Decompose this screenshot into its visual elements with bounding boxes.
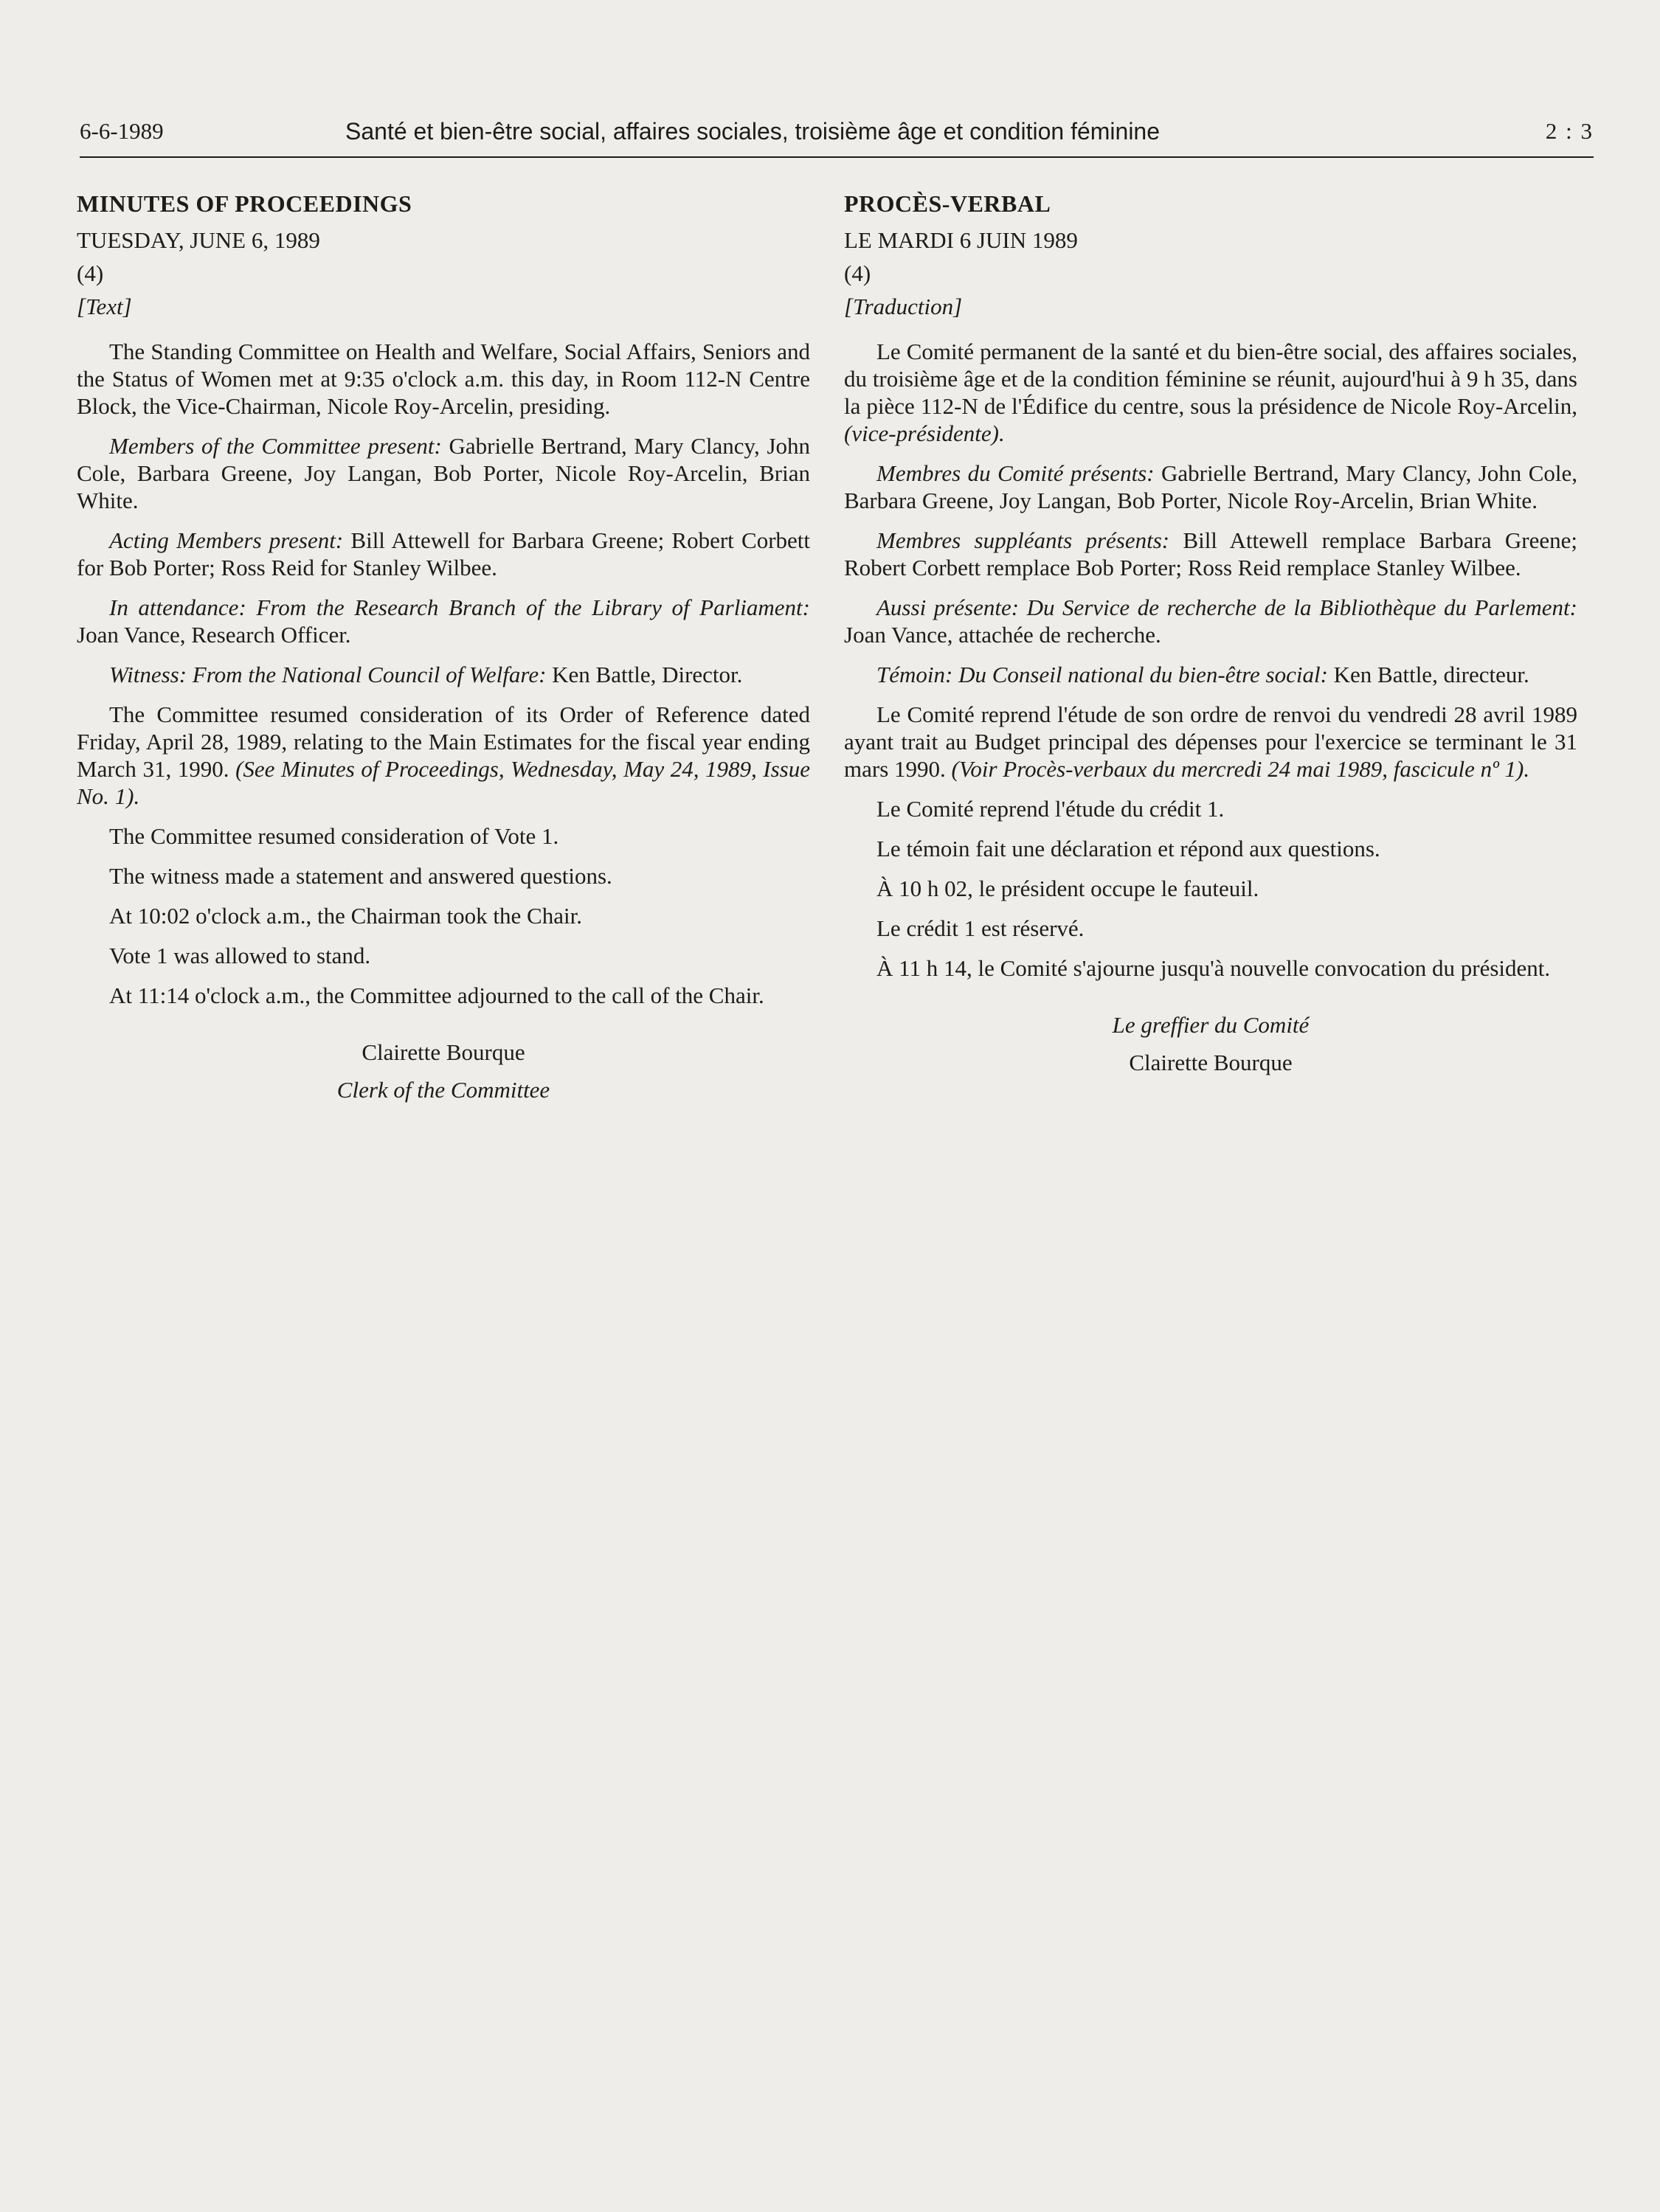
opening-text-fr: Le Comité permanent de la santé et du bien-être social, des affaires sociales, du troisième âge et de la condition féminine se réunit, aujourd'hui à 9 h 35, dans la pièce 112-N de l'Édifice du centre, sous la présidence de Nicole Roy-Arcelin, — [844, 339, 1577, 419]
english-column — [77, 190, 810, 1114]
vote-stand: Vote 1 was allowed to stand. — [109, 943, 371, 968]
acting-members — [77, 527, 810, 581]
attendance-value-fr: Joan Vance, attachée de recherche. — [844, 622, 1161, 648]
witness-statement: The witness made a statement and answered questions. — [109, 863, 612, 889]
members-label: Members of the Committee present: — [109, 433, 442, 459]
clerk-title: Clerk of the Committee — [336, 1077, 550, 1103]
adjournment: At 11:14 o'clock a.m., the Committee adjourned to the call of the Chair. — [109, 982, 764, 1008]
proces-verbal-heading: PROCÈS-VERBAL — [844, 190, 1051, 217]
french-column — [844, 190, 1577, 1086]
translation-marker: [Traduction] — [844, 294, 963, 319]
chair-taken-fr: À 10 h 02, le président occupe le fauteuil. — [876, 876, 1259, 901]
acting-list: Bill Attewell for Barbara Greene; Robert Corbett for Bob Porter; Ross Reid for Stanley Wilbee. — [77, 527, 811, 580]
opening-role-fr: (vice-présidente). — [844, 420, 1005, 446]
meeting-number: (4) — [77, 260, 104, 286]
attendance-value: Joan Vance, Research Officer. — [77, 622, 351, 648]
meeting-number-fr: (4) — [844, 260, 871, 286]
opening-paragraph-fr — [844, 338, 1577, 447]
clerk-signature-fr — [844, 1011, 1577, 1076]
vote-consideration-fr: Le Comité reprend l'étude du crédit 1. — [876, 796, 1225, 822]
text-marker: [Text] — [77, 294, 132, 319]
meeting-date: TUESDAY, JUNE 6, 1989 — [77, 227, 320, 253]
adjournment-fr: À 11 h 14, le Comité s'ajourne jusqu'à nouvelle convocation du président. — [876, 955, 1551, 981]
header-title: Santé et bien-être social, affaires sociales, troisième âge et condition féminine — [345, 118, 1161, 145]
minutes-heading: MINUTES OF PROCEEDINGS — [77, 190, 412, 217]
attendance-label-fr: Aussi présente: Du Service de recherche de la Bibliothèque du Parlement: — [876, 594, 1577, 620]
acting-members-fr — [844, 527, 1577, 581]
chair-taken: At 10:02 o'clock a.m., the Chairman took the Chair. — [109, 903, 582, 929]
order-of-reference — [77, 701, 810, 810]
order-reference-fr: (Voir Procès-verbaux du mercredi 24 mai 1989, fascicule nº 1). — [951, 756, 1530, 782]
clerk-name: Clairette Bourque — [362, 1039, 525, 1065]
witness — [77, 661, 810, 688]
vote-stand-fr: Le crédit 1 est réservé. — [876, 915, 1085, 941]
in-attendance — [77, 594, 810, 648]
opening-paragraph: The Standing Committee on Health and Welfare, Social Affairs, Seniors and the Status of Women met at 9:35 o'clock a.m. this day, in Room 112-N Centre Block, the Vice-Chairman, Nicole Roy-Arcelin, presiding. — [77, 339, 810, 419]
members-list-fr: Gabrielle Bertrand, Mary Clancy, John Cole, Barbara Greene, Joy Langan, Bob Porter, Nicole Roy-Arcelin, Brian White. — [844, 460, 1577, 513]
clerk-signature — [77, 1039, 810, 1103]
meeting-date-fr: LE MARDI 6 JUIN 1989 — [844, 227, 1078, 253]
witness-label-fr: Témoin: Du Conseil national du bien-être social: — [876, 662, 1328, 687]
acting-label-fr: Membres suppléants présents: — [876, 527, 1170, 553]
header-date: 6-6-1989 — [80, 118, 164, 144]
clerk-title-fr: Le greffier du Comité — [1112, 1012, 1310, 1038]
members-label-fr: Membres du Comité présents: — [876, 460, 1155, 486]
order-of-reference-fr — [844, 701, 1577, 783]
order-text: The Committee resumed consideration of its Order of Reference dated Friday, April 28, 1989, relating to the Main Estimates for the fiscal year ending March 31, 1990. — [77, 701, 810, 782]
witness-value-fr: Ken Battle, directeur. — [1333, 662, 1529, 687]
clerk-name-fr: Clairette Bourque — [1129, 1050, 1293, 1075]
running-header — [80, 118, 1594, 158]
members-present-fr — [844, 460, 1577, 514]
order-reference: (See Minutes of Proceedings, Wednesday, May 24, 1989, Issue No. 1). — [77, 756, 811, 809]
witness-fr — [844, 661, 1577, 688]
acting-list-fr: Bill Attewell remplace Barbara Greene; Robert Corbett remplace Bob Porter; Ross Reid remplace Stanley Wilbee. — [844, 527, 1577, 580]
members-list: Gabrielle Bertrand, Mary Clancy, John Cole, Barbara Greene, Joy Langan, Bob Porter, Nicole Roy-Arcelin, Brian White. — [77, 433, 811, 513]
vote-consideration: The Committee resumed consideration of Vote 1. — [109, 823, 559, 849]
in-attendance-fr — [844, 594, 1577, 648]
acting-label: Acting Members present: — [109, 527, 344, 553]
witness-value: Ken Battle, Director. — [552, 662, 743, 687]
witness-label: Witness: From the National Council of Welfare: — [109, 662, 547, 687]
order-text-fr: Le Comité reprend l'étude de son ordre de renvoi du vendredi 28 avril 1989 ayant trait au Budget principal des dépenses pour l'exercice se terminant le 31 mars 1990. — [844, 701, 1577, 782]
attendance-label: In attendance: From the Research Branch of the Library of Parliament: — [109, 594, 810, 620]
witness-statement-fr: Le témoin fait une déclaration et répond aux questions. — [876, 836, 1380, 861]
members-present — [77, 432, 810, 514]
page-number: 2 : 3 — [1545, 118, 1594, 144]
